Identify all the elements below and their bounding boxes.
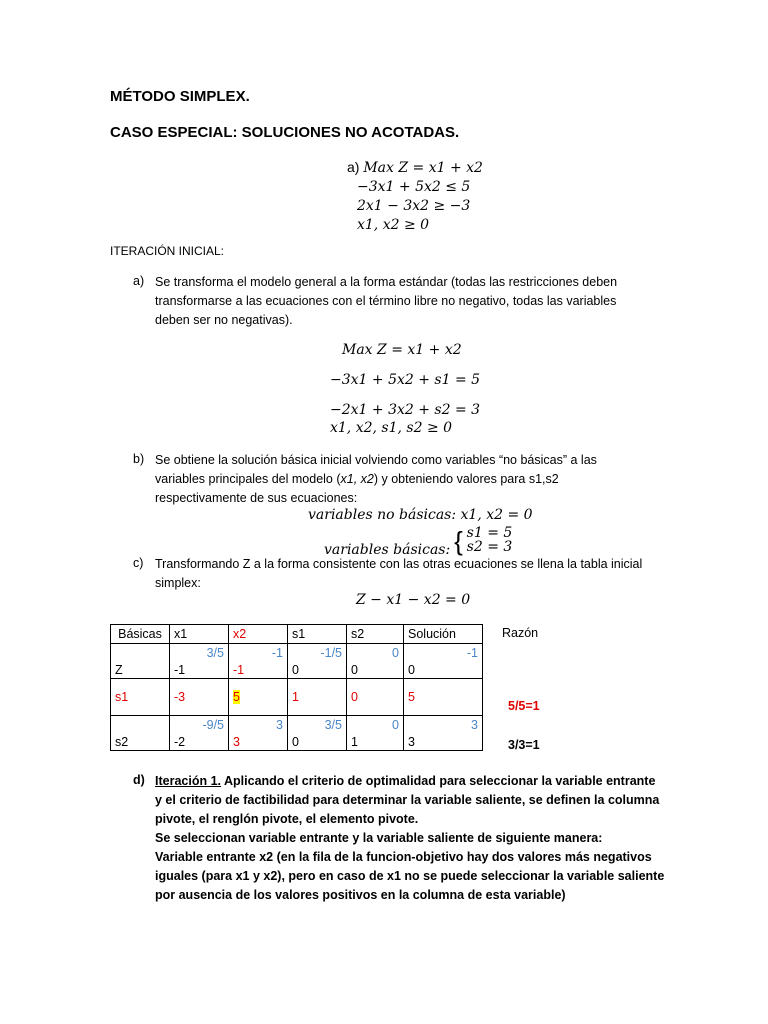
basicas-s1: s1 = 5 — [466, 525, 513, 541]
table-cell: -1/5 — [288, 644, 347, 662]
header-basicas: Básicas — [111, 625, 170, 644]
step-d-text-3-rest: (en la fila de la funcion-objetivo hay dos valores más negativos iguales (para x1 y x2), pero en caso de x1 no se puede seleccionar la variable saliente por ausencia de los valores positivos en la columna de esta variable) — [155, 850, 665, 902]
basicas-eq — [324, 524, 513, 558]
table-cell: -2 — [170, 733, 229, 751]
std-constraint-1: −3x1 + 5x2 + s1 = 5 — [330, 372, 481, 388]
table-cell: 1 — [347, 733, 404, 751]
step-b-text — [155, 451, 625, 508]
step-b-letter: b) — [133, 452, 145, 466]
step-a-letter: a) — [133, 274, 145, 288]
table-cell: 0 — [347, 679, 404, 716]
razon-s2: 3/3=1 — [508, 738, 540, 752]
problem-statement — [347, 158, 483, 235]
table-cell: 3/5 — [170, 644, 229, 662]
table-cell: s2 — [111, 733, 170, 751]
table-cell: -1 — [229, 661, 288, 679]
razon-header: Razón — [502, 626, 539, 640]
basicas-values — [467, 526, 513, 554]
table-cell: s1 — [111, 679, 170, 716]
basicas-label: variables básicas: — [324, 542, 451, 558]
objective-function: Max Z = x1 + x2 — [363, 160, 483, 176]
table-cell: 0 — [347, 661, 404, 679]
table-cell: 0 — [347, 644, 404, 662]
step-b-text-2: ) y obteniendo valores para s1,s2 respectivamente de sus ecuaciones: — [155, 472, 559, 505]
table-cell: 5 — [404, 679, 483, 716]
no-basicas-eq: variables no básicas: x1, x2 = 0 — [308, 507, 533, 523]
table-cell: 3 — [229, 716, 288, 734]
table-cell: 3/5 — [288, 716, 347, 734]
std-nonnegativity: x1, x2, s1, s2 ≥ 0 — [330, 420, 453, 436]
pivot-element: 5 — [233, 690, 240, 704]
step-c-letter: c) — [133, 556, 144, 570]
header-s2: s2 — [347, 625, 404, 644]
basicas-s2: s2 = 3 — [466, 539, 513, 555]
table-row-s2 — [111, 733, 483, 751]
table-cell: -3 — [170, 679, 229, 716]
table-cell: -9/5 — [170, 716, 229, 734]
step-d-text-3 — [155, 848, 665, 905]
entering-variable: Variable entrante x2 — [155, 850, 274, 864]
table-cell: 3 — [404, 733, 483, 751]
constraint-1: −3x1 + 5x2 ≤ 5 — [357, 179, 471, 195]
header-solucion: Solución — [404, 625, 483, 644]
table-cell — [111, 716, 170, 734]
table-cell: 3 — [404, 716, 483, 734]
table-cell: -1 — [170, 661, 229, 679]
z-consistent-eq: Z − x1 − x2 = 0 — [356, 592, 471, 608]
table-header-row — [111, 625, 483, 644]
step-d-letter: d) — [133, 773, 145, 787]
table-cell: -1 — [404, 644, 483, 662]
table-cell: Z — [111, 661, 170, 679]
std-objective: Max Z = x1 + x2 — [342, 342, 462, 358]
table-cell: 1 — [288, 679, 347, 716]
brace-symbol: { — [454, 526, 463, 556]
header-x1: x1 — [170, 625, 229, 644]
table-row-s1 — [111, 679, 483, 716]
table-cell — [111, 644, 170, 662]
table-cell: 0 — [404, 661, 483, 679]
table-cell: 0 — [288, 661, 347, 679]
step-d-text-2: Se seleccionan variable entrante y la variable saliente de siguiente manera: — [155, 831, 603, 845]
constraint-2: 2x1 − 3x2 ≥ −3 — [357, 198, 471, 214]
table-cell: 0 — [347, 716, 404, 734]
step-a-text: Se transforma el modelo general a la forma estándar (todas las restricciones deben transformarse a las ecuaciones con el término libre no negativo, todas las variables deben ser no negativas). — [155, 275, 618, 327]
simplex-table — [110, 624, 483, 751]
std-constraint-2: −2x1 + 3x2 + s2 = 3 — [330, 402, 481, 418]
table-cell: -1 — [229, 644, 288, 662]
iteracion-inicial-heading: ITERACIÓN INICIAL: — [110, 244, 225, 258]
step-d-heading: Iteración 1. — [155, 774, 221, 788]
pivot-cell — [229, 679, 288, 716]
problem-label: a) — [347, 159, 360, 175]
step-d-text — [155, 772, 665, 905]
header-s1: s1 — [288, 625, 347, 644]
step-b-vars: x1, x2 — [340, 472, 374, 486]
razon-s1: 5/5=1 — [508, 699, 540, 713]
constraint-3: x1, x2 ≥ 0 — [357, 217, 430, 233]
step-d-text-1: Aplicando el criterio de optimalidad para seleccionar la variable entrante y el criterio de factibilidad para determinar la variable saliente, se definen la columna pivote, el renglón pivote, el elemento pivote. — [155, 774, 660, 826]
table-cell: 0 — [288, 733, 347, 751]
table-cell: 3 — [229, 733, 288, 751]
table-row-z — [111, 661, 483, 679]
page-title: MÉTODO SIMPLEX. — [110, 88, 250, 105]
table-row-s2-top — [111, 716, 483, 734]
page-subtitle: CASO ESPECIAL: SOLUCIONES NO ACOTADAS. — [110, 124, 460, 141]
table-row-z-top — [111, 644, 483, 662]
step-b-text-1: Se obtiene la solución básica inicial volviendo como variables “no básicas” a las variables principales del modelo ( — [155, 453, 597, 486]
header-x2: x2 — [229, 625, 288, 644]
step-c-text: Transformando Z a la forma consistente con las otras ecuaciones se llena la tabla inicial simplex: — [155, 557, 643, 590]
